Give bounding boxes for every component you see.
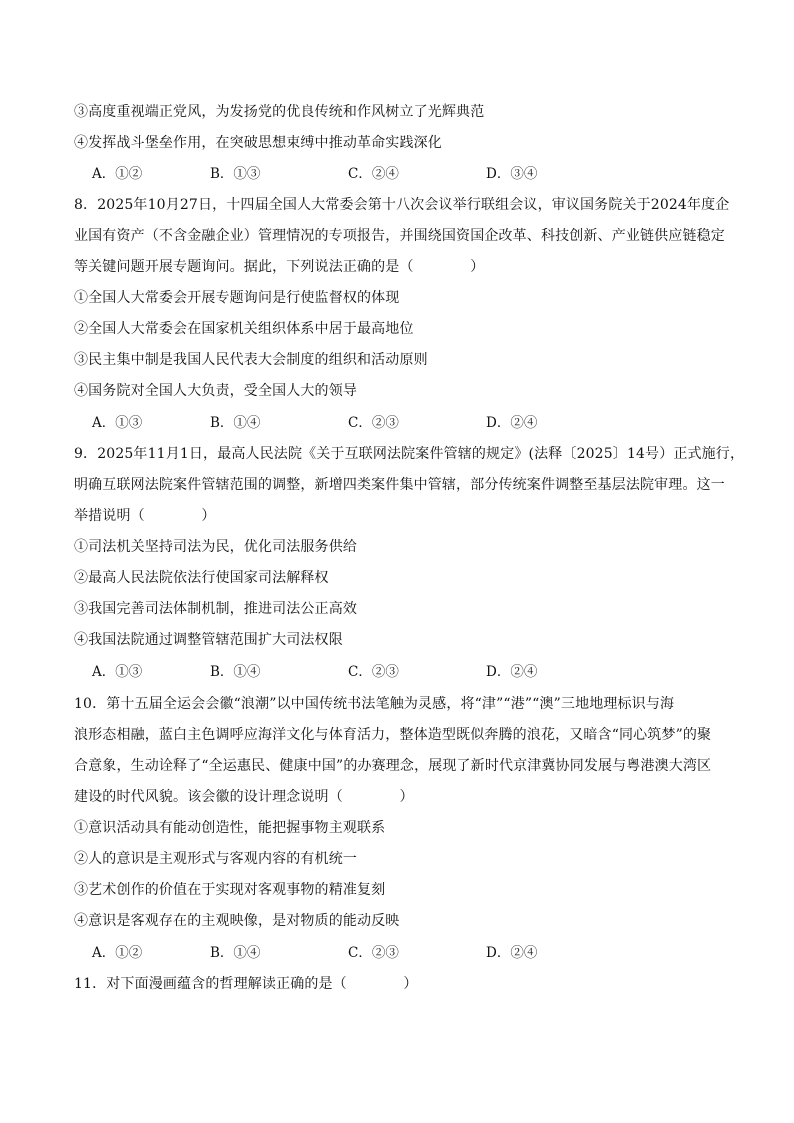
q7-item-3: ③高度重视端正党风，为发扬党的优良传统和作风树立了光辉典范 <box>74 104 485 120</box>
q10-option-a: A．①② <box>92 945 143 961</box>
q10-option-b: B．①④ <box>210 945 261 961</box>
q8-item-1: ①全国人大常委会开展专题询问是行使监督权的体现 <box>74 290 400 306</box>
q10-item-2: ②人的意识是主观形式与客观内容的有机统一 <box>74 851 357 867</box>
q11-stem: 11．对下面漫画蕴含的哲理解读正确的是（ ） <box>74 976 418 992</box>
q8-item-2: ②全国人大常委会在国家机关组织体系中居于最高地位 <box>74 321 414 337</box>
q9-option-b: B．①④ <box>210 664 261 680</box>
q9-stem-line-2: 明确互联网法院案件管辖范围的调整，新增四类案件集中管辖，部分传统案件调整至基层法院审理。这一 <box>74 477 725 493</box>
q8-option-a: A．①③ <box>92 415 143 431</box>
q8-stem-line-3: 等关键问题开展专题询问。据此，下列说法正确的是（ ） <box>74 259 485 275</box>
q7-option-a: A．①② <box>92 166 143 182</box>
q8-item-4: ④国务院对全国人大负责，受全国人大的领导 <box>74 383 357 399</box>
q9-stem-line-3: 举措说明（ ） <box>74 508 216 524</box>
q7-item-4: ④发挥战斗堡垒作用，在突破思想束缚中推动革命实践深化 <box>74 135 442 151</box>
q7-option-b: B．①③ <box>210 166 261 182</box>
q10-stem-line-4: 建设的时代风貌。该会徽的设计理念说明（ ） <box>74 789 414 805</box>
q8-item-3: ③民主集中制是我国人民代表大会制度的组织和活动原则 <box>74 352 428 368</box>
q9-option-d: D．②④ <box>486 664 538 680</box>
q9-stem-line-1: 9．2025年11月1日，最高人民法院《关于互联网法院案件管辖的规定》(法释〔2025〕14号）正式施行， <box>74 446 745 462</box>
q9-item-2: ②最高人民法院依法行使国家司法解释权 <box>74 570 329 586</box>
q10-item-1: ①意识活动具有能动创造性，能把握事物主观联系 <box>74 820 386 836</box>
q7-option-d: D．③④ <box>486 166 538 182</box>
q10-stem-line-3: 合意象，生动诠释了“全运惠民、健康中国”的办赛理念，展现了新时代京津冀协同发展与粤港澳大湾区 <box>74 758 712 774</box>
q8-option-d: D．②④ <box>486 415 538 431</box>
q9-item-3: ③我国完善司法体制机制，推进司法公正高效 <box>74 601 357 617</box>
q10-option-d: D．②④ <box>486 945 538 961</box>
q9-option-c: C．②③ <box>348 664 399 680</box>
q7-option-c: C．②④ <box>348 166 399 182</box>
q10-item-4: ④意识是客观存在的主观映像，是对物质的能动反映 <box>74 913 400 929</box>
q9-item-4: ④我国法院通过调整管辖范围扩大司法权限 <box>74 632 343 648</box>
q10-stem-line-2: 浪形态相融，蓝白主色调呼应海洋文化与体育活力，整体造型既似奔腾的浪花，又暗含“同心筑梦”的聚 <box>74 727 712 743</box>
q10-stem-line-1: 10．第十五届全运会会徽“浪潮”以中国传统书法笔触为灵感，将“津”“港”“澳”三地地理标识与海 <box>74 696 675 712</box>
q10-item-3: ③艺术创作的价值在于实现对客观事物的精准复刻 <box>74 882 386 898</box>
q9-option-a: A．①③ <box>92 664 143 680</box>
q8-option-b: B．①④ <box>210 415 261 431</box>
q9-item-1: ①司法机关坚持司法为民，优化司法服务供给 <box>74 539 357 555</box>
q8-stem-line-2: 业国有资产（不含金融企业）管理情况的专项报告，并围绕国资国企改革、科技创新、产业链供应链稳定 <box>74 228 725 244</box>
q10-option-c: C．②③ <box>348 945 399 961</box>
q8-option-c: C．②③ <box>348 415 399 431</box>
q8-stem-line-1: 8．2025年10月27日，十四届全国人大常委会第十八次会议举行联组会议，审议国务院关于2024年度企 <box>74 197 730 213</box>
